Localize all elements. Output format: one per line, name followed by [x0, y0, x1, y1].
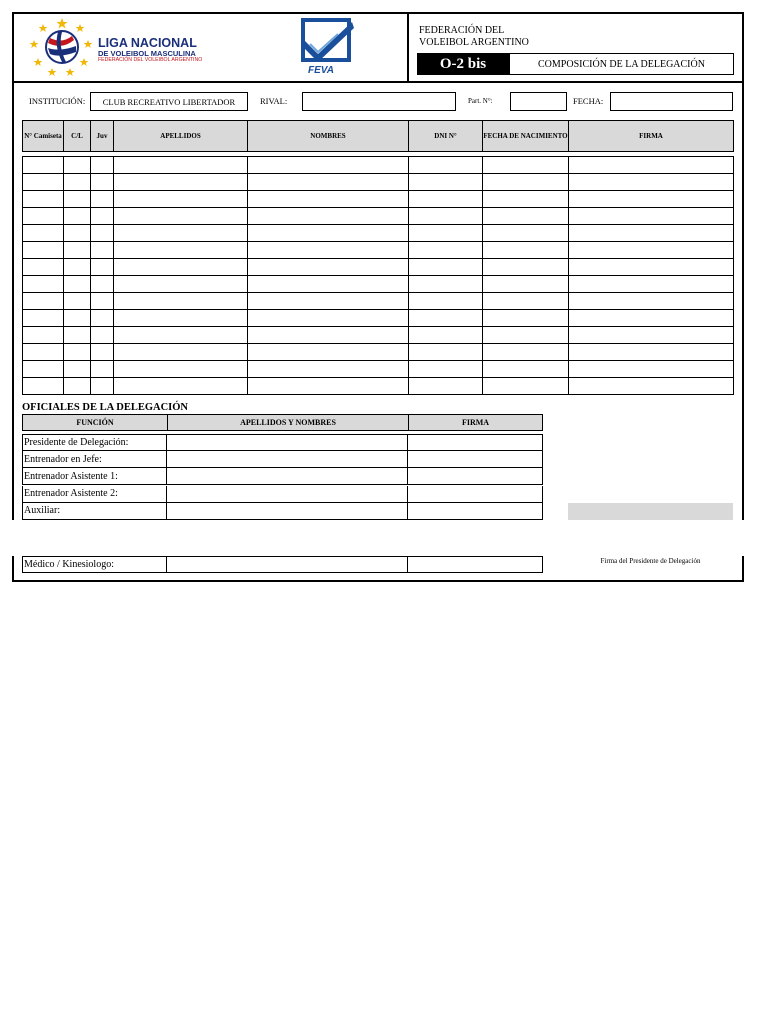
table-cell[interactable]: [483, 157, 569, 174]
table-cell[interactable]: [569, 378, 734, 395]
table-cell[interactable]: [248, 378, 409, 395]
official-signature-field[interactable]: [408, 556, 543, 573]
table-cell[interactable]: [409, 361, 483, 378]
table-cell[interactable]: [114, 276, 248, 293]
table-cell[interactable]: [483, 259, 569, 276]
table-cell[interactable]: [248, 242, 409, 259]
table-cell[interactable]: [114, 378, 248, 395]
table-cell[interactable]: [248, 191, 409, 208]
table-cell[interactable]: [569, 361, 734, 378]
table-cell[interactable]: [23, 310, 64, 327]
feva-logo: [298, 18, 356, 80]
col-surnames: APELLIDOS: [114, 121, 248, 151]
table-cell[interactable]: [23, 259, 64, 276]
table-cell[interactable]: [248, 327, 409, 344]
table-cell[interactable]: [91, 310, 114, 327]
table-cell[interactable]: [64, 293, 91, 310]
league-name-line3: FEDERACIÓN DEL VOLEIBOL ARGENTINO: [98, 57, 203, 63]
table-cell[interactable]: [91, 242, 114, 259]
players-table-header: [22, 120, 734, 152]
table-cell[interactable]: [248, 361, 409, 378]
table-cell[interactable]: [64, 378, 91, 395]
table-cell[interactable]: [64, 259, 91, 276]
form-title-box: [509, 53, 734, 75]
checkmark-emblem-icon: [298, 18, 356, 64]
table-cell[interactable]: [64, 327, 91, 344]
table-row: [23, 344, 734, 361]
table-cell[interactable]: [248, 208, 409, 225]
table-cell[interactable]: [569, 225, 734, 242]
table-row: [23, 259, 734, 276]
table-row: [23, 208, 734, 225]
table-cell[interactable]: [248, 225, 409, 242]
table-cell[interactable]: [483, 208, 569, 225]
table-cell[interactable]: [91, 259, 114, 276]
table-row: [23, 361, 734, 378]
table-cell[interactable]: [91, 378, 114, 395]
table-cell[interactable]: [409, 174, 483, 191]
official-role: Presidente de Delegación:: [22, 434, 167, 451]
col-juv: Juv: [91, 121, 114, 151]
table-cell[interactable]: [64, 361, 91, 378]
form-code: O-2 bis: [439, 55, 487, 72]
official-name-field[interactable]: [167, 486, 408, 503]
table-cell[interactable]: [409, 242, 483, 259]
league-name-line1: LIGA NACIONAL: [98, 36, 197, 50]
table-cell[interactable]: [248, 293, 409, 310]
table-cell[interactable]: [23, 242, 64, 259]
table-cell[interactable]: [409, 225, 483, 242]
institution-label: INSTITUCIÓN:: [29, 96, 86, 106]
signature-caption: Firma del Presidente de Delegación: [600, 557, 701, 565]
col-names: NOMBRES: [248, 121, 409, 151]
table-cell[interactable]: [91, 191, 114, 208]
table-row: [23, 225, 734, 242]
table-cell[interactable]: [409, 157, 483, 174]
table-cell[interactable]: [409, 276, 483, 293]
officials-table-header: [22, 414, 543, 431]
table-cell[interactable]: [483, 310, 569, 327]
table-cell[interactable]: [409, 191, 483, 208]
official-name-field[interactable]: [167, 434, 408, 451]
table-cell[interactable]: [23, 344, 64, 361]
table-cell[interactable]: [569, 344, 734, 361]
official-signature-field[interactable]: [408, 451, 543, 468]
table-row: [23, 174, 734, 191]
table-cell[interactable]: [483, 344, 569, 361]
match-no-field[interactable]: [510, 92, 567, 111]
signature-area[interactable]: [568, 503, 733, 520]
table-row: [23, 378, 734, 395]
table-cell[interactable]: [91, 157, 114, 174]
official-role: Entrenador Asistente 2:: [22, 486, 167, 503]
table-cell[interactable]: [114, 225, 248, 242]
table-cell[interactable]: [483, 174, 569, 191]
table-cell[interactable]: [114, 310, 248, 327]
official-signature-field[interactable]: [408, 503, 543, 520]
official-row: [22, 451, 543, 468]
col-cl: C/L: [64, 121, 91, 151]
table-cell[interactable]: [483, 225, 569, 242]
official-name-field[interactable]: [167, 503, 408, 520]
table-cell[interactable]: [91, 225, 114, 242]
date-field[interactable]: [610, 92, 733, 111]
table-cell[interactable]: [114, 242, 248, 259]
table-row: [23, 276, 734, 293]
table-cell[interactable]: [114, 293, 248, 310]
table-cell[interactable]: [569, 310, 734, 327]
table-cell[interactable]: [483, 378, 569, 395]
table-cell[interactable]: [248, 157, 409, 174]
institution-field[interactable]: [90, 92, 248, 111]
official-name-field[interactable]: [167, 556, 408, 573]
official-signature-field[interactable]: [408, 434, 543, 451]
table-cell[interactable]: [569, 208, 734, 225]
date-label: FECHA:: [573, 96, 604, 106]
table-cell[interactable]: [409, 293, 483, 310]
official-row: [22, 503, 543, 520]
league-logo: [28, 16, 218, 78]
table-cell[interactable]: [483, 191, 569, 208]
table-cell[interactable]: [483, 361, 569, 378]
col-function: FUNCIÓN: [23, 415, 168, 430]
feva-text: FEVA: [308, 65, 334, 76]
table-cell[interactable]: [64, 157, 91, 174]
table-cell[interactable]: [248, 310, 409, 327]
table-cell[interactable]: [64, 310, 91, 327]
federation-line1: FEDERACIÓN DEL: [419, 25, 505, 36]
col-jersey-number: N° Camiseta: [23, 121, 64, 151]
table-cell[interactable]: [409, 310, 483, 327]
table-cell[interactable]: [23, 378, 64, 395]
match-no-label: Part. N°:: [468, 97, 493, 105]
rival-label: RIVAL:: [260, 96, 288, 106]
table-cell[interactable]: [569, 327, 734, 344]
table-cell[interactable]: [91, 361, 114, 378]
table-cell[interactable]: [569, 259, 734, 276]
table-cell[interactable]: [64, 344, 91, 361]
table-cell[interactable]: [114, 259, 248, 276]
col-signature: FIRMA: [639, 132, 663, 140]
official-role-medico: Médico / Kinesiologo:: [22, 556, 167, 573]
table-cell[interactable]: [409, 378, 483, 395]
table-row: [23, 293, 734, 310]
table-cell[interactable]: [248, 174, 409, 191]
official-role: Auxiliar:: [22, 503, 167, 520]
table-row: [23, 191, 734, 208]
official-name-field[interactable]: [167, 468, 408, 485]
table-cell[interactable]: [409, 259, 483, 276]
table-cell[interactable]: [569, 157, 734, 174]
official-signature-field[interactable]: [408, 486, 543, 503]
table-cell[interactable]: [64, 242, 91, 259]
table-cell[interactable]: [483, 293, 569, 310]
table-cell[interactable]: [23, 361, 64, 378]
official-row: [22, 468, 543, 485]
official-role: Entrenador en Jefe:: [22, 451, 167, 468]
official-signature-field[interactable]: [408, 468, 543, 485]
table-cell[interactable]: [91, 293, 114, 310]
officials-title: OFICIALES DE LA DELEGACIÓN: [22, 402, 188, 413]
table-cell[interactable]: [23, 276, 64, 293]
table-cell[interactable]: [569, 293, 734, 310]
table-cell[interactable]: [23, 174, 64, 191]
table-cell[interactable]: [114, 208, 248, 225]
table-cell[interactable]: [409, 327, 483, 344]
table-row: [23, 242, 734, 259]
table-cell[interactable]: [409, 208, 483, 225]
table-cell[interactable]: [483, 327, 569, 344]
official-row-medico: [22, 556, 543, 573]
table-cell[interactable]: [569, 242, 734, 259]
table-cell[interactable]: [64, 276, 91, 293]
table-cell[interactable]: [248, 276, 409, 293]
table-cell[interactable]: [248, 344, 409, 361]
table-cell[interactable]: [64, 208, 91, 225]
col-official-signature: FIRMA: [461, 418, 490, 427]
form-code-box: [417, 53, 509, 75]
table-cell[interactable]: [23, 327, 64, 344]
table-cell[interactable]: [114, 174, 248, 191]
table-cell[interactable]: [91, 174, 114, 191]
table-cell[interactable]: [114, 361, 248, 378]
table-cell[interactable]: [409, 344, 483, 361]
table-cell[interactable]: [64, 174, 91, 191]
col-birthdate: FECHA DE NACIMIENTO: [483, 121, 569, 151]
table-cell[interactable]: [64, 191, 91, 208]
official-row: [22, 434, 543, 451]
col-full-name: APELLIDOS Y NOMBRES: [168, 415, 409, 430]
rival-field[interactable]: [302, 92, 456, 111]
table-cell[interactable]: [91, 276, 114, 293]
table-cell[interactable]: [114, 344, 248, 361]
table-cell[interactable]: [483, 276, 569, 293]
table-row: [23, 327, 734, 344]
volleyball-stars-emblem: [28, 16, 96, 78]
table-cell[interactable]: [91, 344, 114, 361]
table-cell[interactable]: [569, 276, 734, 293]
table-cell[interactable]: [91, 327, 114, 344]
table-cell[interactable]: [483, 242, 569, 259]
league-name-line2: DE VOLEIBOL MASCULINA: [98, 49, 196, 58]
table-row: [23, 310, 734, 327]
players-table: [22, 156, 734, 395]
table-cell[interactable]: [23, 293, 64, 310]
official-name-field[interactable]: [167, 451, 408, 468]
table-cell[interactable]: [23, 191, 64, 208]
table-cell[interactable]: [91, 208, 114, 225]
table-cell[interactable]: [64, 225, 91, 242]
table-cell[interactable]: [114, 327, 248, 344]
table-cell[interactable]: [569, 191, 734, 208]
table-cell[interactable]: [23, 157, 64, 174]
official-row: [22, 486, 543, 503]
official-role: Entrenador Asistente 1:: [22, 468, 167, 485]
table-cell[interactable]: [248, 259, 409, 276]
table-row: [23, 157, 734, 174]
table-cell[interactable]: [23, 208, 64, 225]
table-cell[interactable]: [114, 157, 248, 174]
table-cell[interactable]: [114, 191, 248, 208]
form-title: COMPOSICIÓN DE LA DELEGACIÓN: [538, 58, 705, 70]
institution-value: CLUB RECREATIVO LIBERTADOR: [102, 96, 236, 107]
table-cell[interactable]: [23, 225, 64, 242]
col-dni: DNI N°: [409, 121, 483, 151]
table-cell[interactable]: [569, 174, 734, 191]
federation-line2: VOLEIBOL ARGENTINO: [419, 37, 529, 48]
